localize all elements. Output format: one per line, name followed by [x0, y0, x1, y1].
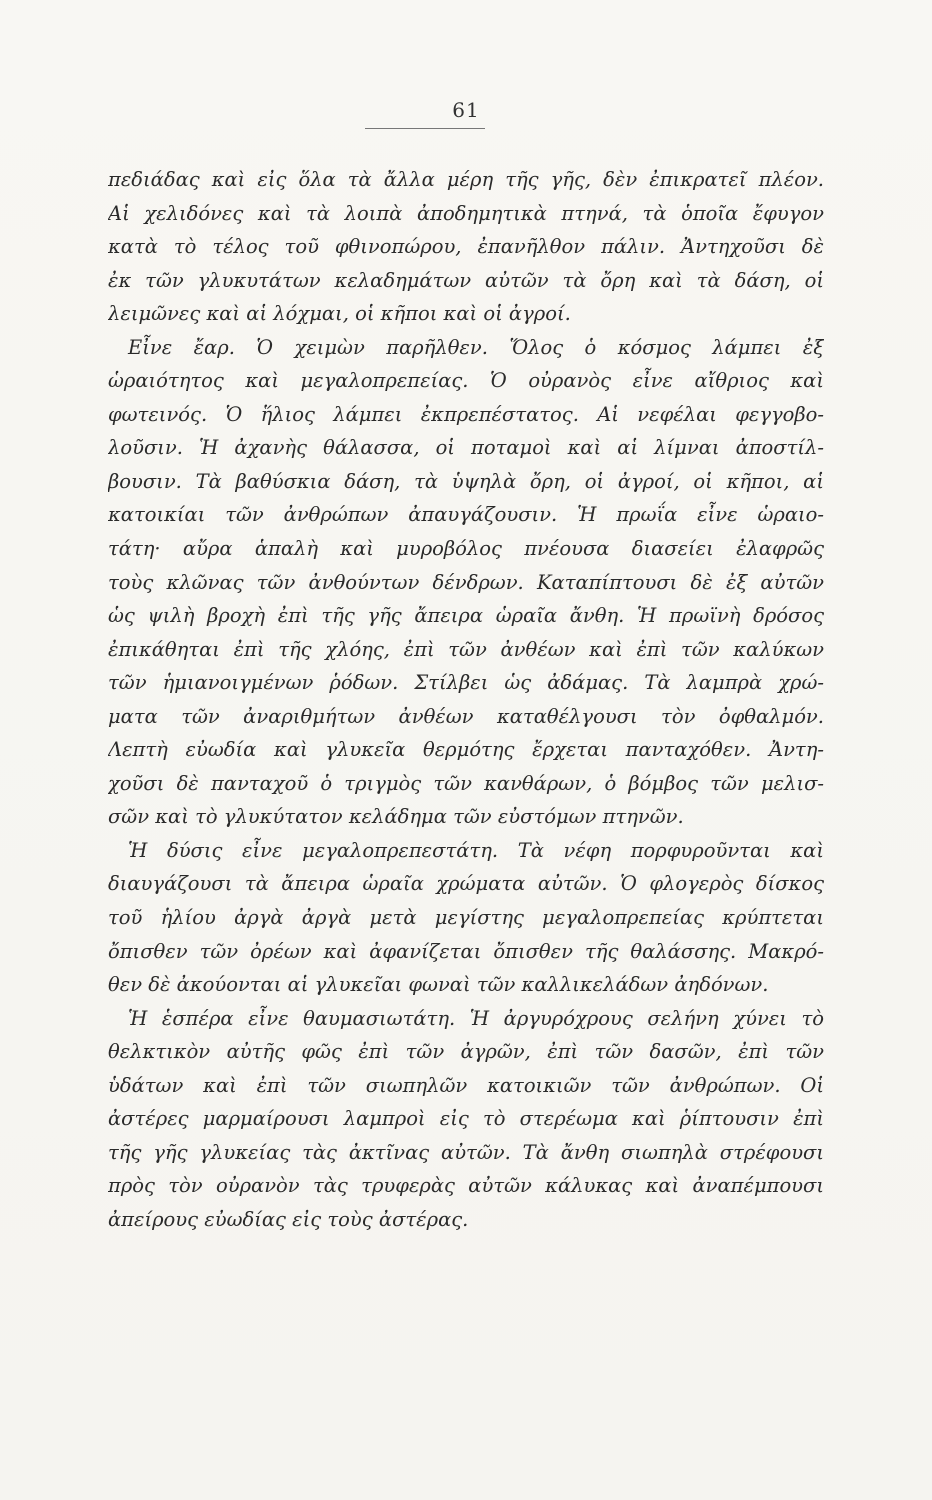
- text-line: σῶν καὶ τὸ γλυκύτατον κελάδημα τῶν εὐστόμων πτηνῶν.: [108, 805, 684, 829]
- text-line: τάτη· αὔρα ἁπαλὴ καὶ μυροβόλος πνέουσα διασείει ἐλαφρῶς: [108, 537, 824, 561]
- text-line: Λεπτὴ εὐωδία καὶ γλυκεῖα θερμότης ἔρχεται πανταχόθεν. Ἀντη-: [108, 738, 824, 762]
- text-line: τῆς γῆς γλυκείας τὰς ἀκτῖνας αὐτῶν. Τὰ ἄνθη σιωπηλὰ στρέφουσι: [108, 1140, 824, 1164]
- text-line: κατοικίαι τῶν ἀνθρώπων ἀπαυγάζουσιν. Ἡ πρωΐα εἶνε ὡραιο-: [108, 503, 824, 527]
- text-line: θεν δὲ ἀκούονται αἱ γλυκεῖαι φωναὶ τῶν καλλικελάδων ἀηδόνων.: [108, 973, 769, 997]
- text-line: τῶν ἡμιανοιγμένων ῥόδων. Στίλβει ὡς ἀδάμας. Τὰ λαμπρὰ χρώ-: [108, 671, 824, 695]
- text-line: κατὰ τὸ τέλος τοῦ φθινοπώρου, ἐπανῆλθον πάλιν. Ἀντηχοῦσι δὲ: [108, 235, 824, 259]
- text-line: πρὸς τὸν οὐρανὸν τὰς τρυφερὰς αὐτῶν κάλυκας καὶ ἀναπέμπουσι: [108, 1174, 824, 1198]
- text-line: ὡς ψιλὴ βροχὴ ἐπὶ τῆς γῆς ἄπειρα ὡραῖα ἄνθη. Ἡ πρωϊνὴ δρόσος: [108, 604, 824, 628]
- text-line: Εἶνε ἔαρ. Ὁ χειμὼν παρῆλθεν. Ὅλος ὁ κόσμος λάμπει ἐξ: [128, 335, 824, 359]
- text-line: ἀστέρες μαρμαίρουσι λαμπροὶ εἰς τὸ στερέωμα καὶ ῥίπτουσιν ἐπὶ: [108, 1107, 824, 1131]
- text-line: λοῦσιν. Ἡ ἀχανὴς θάλασσα, οἱ ποταμοὶ καὶ αἱ λίμναι ἀποστίλ-: [108, 436, 824, 460]
- text-line: πεδιάδας καὶ εἰς ὅλα τὰ ἄλλα μέρη τῆς γῆς, δὲν ἐπικρατεῖ πλέον.: [108, 168, 824, 191]
- text-line: ἐκ τῶν γλυκυτάτων κελαδημάτων αὐτῶν τὰ ὄρη καὶ τὰ δάση, οἱ: [108, 268, 824, 292]
- text-line: Αἱ χελιδόνες καὶ τὰ λοιπὰ ἀποδημητικὰ πτηνά, τὰ ὁποῖα ἔφυγον: [108, 201, 824, 225]
- text-line: ἀπείρους εὐωδίας εἰς τοὺς ἀστέρας.: [108, 1207, 469, 1231]
- text-line: ὡραιότητος καὶ μεγαλοπρεπείας. Ὁ οὐρανὸς εἶνε αἴθριος καὶ: [108, 369, 824, 393]
- text-line: ματα τῶν ἀναριθμήτων ἀνθέων καταθέλγουσι τὸν ὀφθαλμόν.: [108, 704, 824, 728]
- text-line: ἐπικάθηται ἐπὶ τῆς χλόης, ἐπὶ τῶν ἀνθέων καὶ ἐπὶ τῶν καλύκων: [108, 637, 824, 661]
- text-line: Ἡ ἑσπέρα εἶνε θαυμασιωτάτη. Ἡ ἀργυρόχρους σελήνη χύνει τὸ: [128, 1006, 824, 1030]
- header-rule: [365, 128, 485, 129]
- text-line: ὄπισθεν τῶν ὀρέων καὶ ἀφανίζεται ὄπισθεν τῆς θαλάσσης. Μακρό-: [108, 939, 824, 963]
- text-line: φωτεινός. Ὁ ἥλιος λάμπει ἐκπρεπέστατος. Αἱ νεφέλαι φεγγοβο-: [108, 402, 824, 426]
- text-line: χοῦσι δὲ πανταχοῦ ὁ τριγμὸς τῶν κανθάρων, ὁ βόμβος τῶν μελισ-: [108, 771, 824, 795]
- text-line: βουσιν. Τὰ βαθύσκια δάση, τὰ ὑψηλὰ ὄρη, οἱ ἀγροί, οἱ κῆποι, αἱ: [108, 469, 824, 493]
- text-line: ὑδάτων καὶ ἐπὶ τῶν σιωπηλῶν κατοικιῶν τῶν ἀνθρώπων. Οἱ: [108, 1073, 824, 1097]
- text-line: λειμῶνες καὶ αἱ λόχμαι, οἱ κῆποι καὶ οἱ ἀγροί.: [108, 302, 571, 326]
- body-text: [108, 163, 824, 1237]
- text-line: θελκτικὸν αὐτῆς φῶς ἐπὶ τῶν ἀγρῶν, ἐπὶ τῶν δασῶν, ἐπὶ τῶν: [108, 1040, 824, 1064]
- page-number: 61: [452, 98, 480, 122]
- text-line: διαυγάζουσι τὰ ἄπειρα ὡραῖα χρώματα αὐτῶν. Ὁ φλογερὸς δίσκος: [108, 872, 824, 896]
- text-line: τοὺς κλῶνας τῶν ἀνθούντων δένδρων. Καταπίπτουσι δὲ ἐξ αὐτῶν: [108, 570, 824, 594]
- text-line: τοῦ ἡλίου ἀργὰ ἀργὰ μετὰ μεγίστης μεγαλοπρεπείας κρύπτεται: [108, 906, 824, 930]
- text-line: Ἡ δύσις εἶνε μεγαλοπρεπεστάτη. Τὰ νέφη πορφυροῦνται καὶ: [128, 838, 824, 862]
